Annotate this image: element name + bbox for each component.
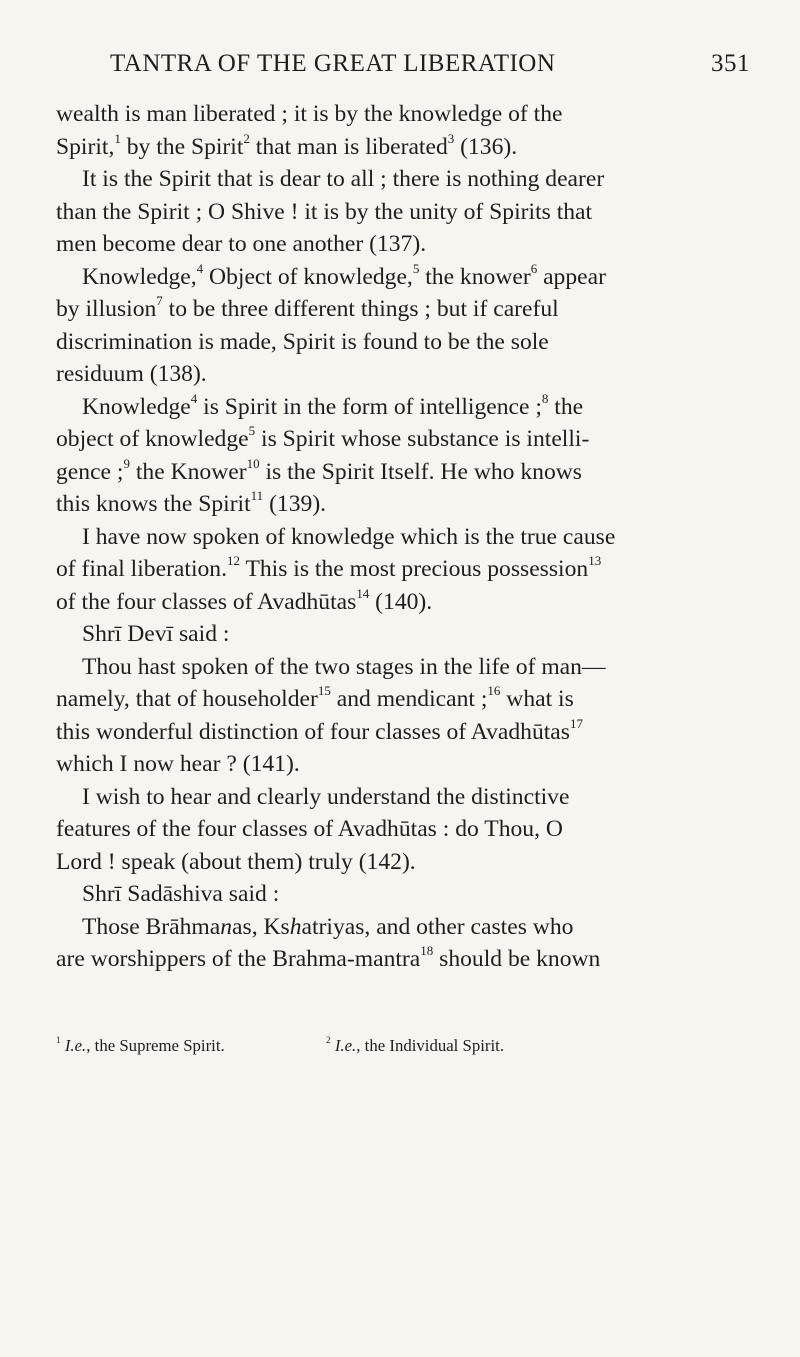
footnotes (56, 1036, 749, 1056)
text-line: residuum (138). (56, 361, 207, 387)
running-title: TANTRA OF THE GREAT LIBERATION (110, 50, 556, 77)
text-line: Shrī Sadāshiva said : (82, 881, 280, 907)
text-line: are worshippers of the Brahma-mantra$^{18}$ should be known (56, 942, 601, 972)
text-line: wealth is man liberated ; it is by the knowledge of the (56, 101, 563, 127)
footnote-row (56, 1036, 749, 1056)
text-line: Spirit,$^1$ by the Spirit$^2$ that man is liberated$^3$ (136). (56, 130, 518, 160)
footnote: $^1$ I.e., the Supreme Spirit. (56, 1035, 225, 1055)
text-line: features of the four classes of Avadhūtas : do Thou, O (56, 816, 563, 842)
text-line: I have now spoken of knowledge which is the true cause (82, 523, 616, 550)
text-line: discrimination is made, Spirit is found to be the sole (56, 328, 549, 355)
text-line: of the four classes of Avadhūtas$^{14}$ (140). (56, 585, 433, 615)
text-line: men become dear to one another (137). (56, 231, 427, 257)
text-line: by illusion$^7$ to be three different things ; but if careful (56, 292, 559, 322)
text-line: I wish to hear and clearly understand the distinctive (82, 783, 570, 810)
text-line: this knows the Spirit$^{11}$ (139). (56, 487, 327, 517)
text-line: Shrī Devī said : (82, 621, 230, 647)
text-line: Thou hast spoken of the two stages in the life of man— (82, 653, 606, 680)
text-line: Those Brāhmanas, Kshatriyas, and other castes who (82, 913, 574, 940)
text-line: Lord ! speak (about them) truly (142). (56, 848, 416, 875)
text-line: gence ;$^9$ the Knower$^{10}$ is the Spirit Itself. He who knows (56, 455, 582, 485)
text-line: Knowledge,$^4$ Object of knowledge,$^5$ the knower$^6$ appear (82, 260, 606, 290)
text-line: which I now hear ? (141). (56, 751, 300, 777)
text-line: Knowledge$^4$ is Spirit in the form of intelligence ;$^8$ the (82, 390, 584, 420)
text-line: object of knowledge$^5$ is Spirit whose substance is intelli- (56, 422, 590, 452)
page-number: 351 (711, 50, 750, 77)
text-line: namely, that of householder$^{15}$ and mendicant ;$^{16}$ what is (56, 682, 574, 712)
main-text (56, 98, 749, 976)
footnote: $^2$ I.e., the Individual Spirit. (326, 1035, 505, 1055)
text-line: than the Spirit ; O Shive ! it is by the unity of Spirits that (56, 198, 593, 225)
text-line: this wonderful distinction of four classes of Avadhūtas$^{17}$ (56, 715, 583, 745)
text-line: It is the Spirit that is dear to all ; there is nothing dearer (82, 166, 605, 192)
text-line: of final liberation.$^{12}$ This is the most precious possession$^{13}$ (56, 552, 602, 582)
